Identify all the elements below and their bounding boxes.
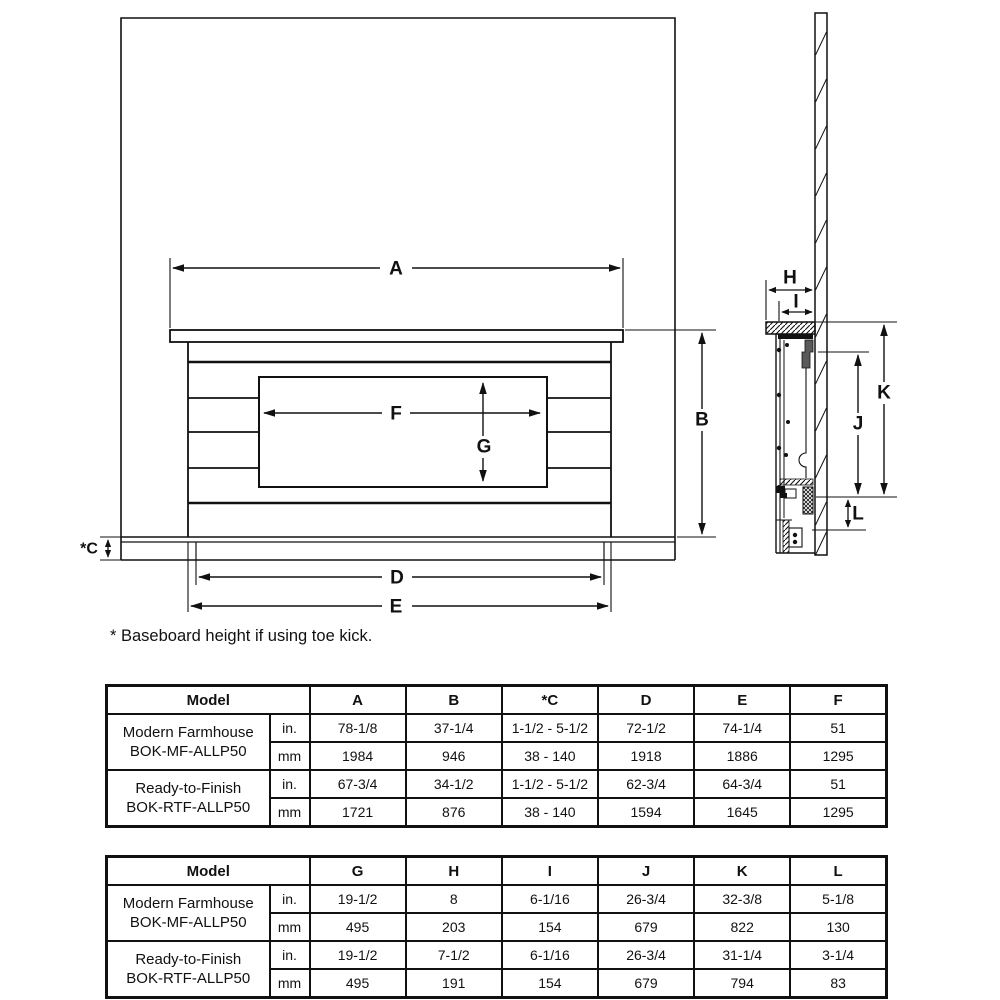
unit-cell: mm [270, 969, 310, 998]
value-cell: 64-3/4 [694, 770, 790, 798]
header-row [107, 857, 887, 886]
top-mount-strip [778, 334, 813, 339]
unit-cell: mm [270, 913, 310, 941]
dimension-table-a-f [105, 684, 888, 828]
value-cell: 1645 [694, 798, 790, 827]
dimension-table-g-l [105, 855, 888, 999]
unit-cell: in. [270, 714, 310, 742]
value-cell: 83 [790, 969, 886, 998]
value-cell: 26-3/4 [598, 885, 694, 913]
model-name-cell [107, 714, 270, 770]
column-header: F [790, 686, 886, 715]
value-cell: 34-1/2 [406, 770, 502, 798]
value-cell: 32-3/8 [694, 885, 790, 913]
dim-label-a: A [389, 258, 403, 280]
value-cell: 130 [790, 913, 886, 941]
unit-cell: in. [270, 770, 310, 798]
column-header: B [406, 686, 502, 715]
value-cell: 67-3/4 [310, 770, 406, 798]
value-cell: 876 [406, 798, 502, 827]
unit-cell: in. [270, 941, 310, 969]
dim-label-j: J [852, 413, 864, 435]
model-name-line1: Modern Farmhouse [122, 724, 254, 741]
value-cell: 19-1/2 [310, 941, 406, 969]
column-header: *C [502, 686, 598, 715]
column-header: D [598, 686, 694, 715]
mantel-shelf [170, 330, 623, 342]
dim-label-d: D [390, 567, 404, 589]
value-cell: 679 [598, 969, 694, 998]
model-name-line2: BOK-RTF-ALLP50 [126, 970, 251, 987]
value-cell: 31-1/4 [694, 941, 790, 969]
model-name-cell [107, 941, 270, 998]
table-row [107, 770, 887, 798]
firebox-front-line [799, 368, 806, 478]
toekick-strip-section [783, 520, 789, 553]
dim-I [779, 292, 812, 322]
column-header: J [598, 857, 694, 886]
table-row [107, 885, 887, 913]
model-name-line1: Ready-to-Finish [135, 780, 242, 797]
insulation-block [803, 487, 813, 514]
front-view [121, 18, 675, 560]
value-cell: 19-1/2 [310, 885, 406, 913]
table-row [107, 941, 887, 969]
model-name-line1: Modern Farmhouse [122, 895, 254, 912]
leveler-bracket [789, 528, 802, 547]
dim-label-b: B [695, 409, 709, 431]
value-cell: 38 - 140 [502, 742, 598, 770]
value-cell: 38 - 140 [502, 798, 598, 827]
value-cell: 1918 [598, 742, 694, 770]
value-cell: 1594 [598, 798, 694, 827]
side-wall-strip [815, 13, 827, 555]
dim-D [196, 560, 604, 589]
value-cell: 1886 [694, 742, 790, 770]
value-cell: 7-1/2 [406, 941, 502, 969]
value-cell: 51 [790, 714, 886, 742]
value-cell: 495 [310, 913, 406, 941]
dim-label-k: K [877, 382, 891, 404]
model-name-cell [107, 885, 270, 941]
column-header: A [310, 686, 406, 715]
value-cell: 495 [310, 969, 406, 998]
value-cell: 72-1/2 [598, 714, 694, 742]
value-cell: 37-1/4 [406, 714, 502, 742]
dim-B [625, 330, 716, 537]
mid-hatch-strip [780, 479, 813, 485]
dim-C [80, 537, 121, 560]
column-header: I [502, 857, 598, 886]
dim-label-e: E [389, 596, 403, 618]
unit-cell: mm [270, 798, 310, 827]
model-name-line2: BOK-RTF-ALLP50 [126, 799, 251, 816]
dim-label-h: H [783, 267, 797, 289]
bottom-bracket-black2 [780, 493, 787, 498]
value-cell: 1721 [310, 798, 406, 827]
value-cell: 1984 [310, 742, 406, 770]
dim-A [170, 257, 623, 328]
value-cell: 3-1/4 [790, 941, 886, 969]
value-cell: 154 [502, 913, 598, 941]
value-cell: 78-1/8 [310, 714, 406, 742]
value-cell: 203 [406, 913, 502, 941]
baseboard-note: * Baseboard height if using toe kick. [110, 627, 373, 645]
model-name-cell [107, 770, 270, 827]
dim-label-f: F [390, 403, 402, 425]
dim-label-i: I [793, 291, 799, 313]
screw-dots [777, 343, 790, 489]
column-header: E [694, 686, 790, 715]
model-column-header: Model [107, 857, 310, 886]
value-cell: 946 [406, 742, 502, 770]
column-header: G [310, 857, 406, 886]
model-name-line2: BOK-MF-ALLP50 [129, 914, 247, 931]
dim-K [816, 322, 897, 497]
value-cell: 74-1/4 [694, 714, 790, 742]
value-cell: 6-1/16 [502, 941, 598, 969]
unit-cell: in. [270, 885, 310, 913]
dim-label-g: G [476, 436, 492, 458]
value-cell: 822 [694, 913, 790, 941]
dim-label-l: L [852, 503, 864, 525]
side-body-section [776, 334, 815, 553]
column-header: L [790, 857, 886, 886]
value-cell: 6-1/16 [502, 885, 598, 913]
value-cell: 1-1/2 - 5-1/2 [502, 770, 598, 798]
model-name-line1: Ready-to-Finish [135, 951, 242, 968]
column-header: H [406, 857, 502, 886]
model-name-line2: BOK-MF-ALLP50 [129, 743, 247, 760]
dim-label-c: *C [80, 540, 98, 558]
side-shelf-section [766, 322, 815, 334]
firebox-opening [259, 377, 547, 487]
value-cell: 1295 [790, 798, 886, 827]
bottom-bracket-black [776, 486, 785, 493]
value-cell: 794 [694, 969, 790, 998]
value-cell: 8 [406, 885, 502, 913]
firebox-bracket [802, 340, 813, 368]
value-cell: 1295 [790, 742, 886, 770]
value-cell: 679 [598, 913, 694, 941]
value-cell: 26-3/4 [598, 941, 694, 969]
column-header: K [694, 857, 790, 886]
value-cell: 1-1/2 - 5-1/2 [502, 714, 598, 742]
unit-cell: mm [270, 742, 310, 770]
model-column-header: Model [107, 686, 310, 715]
table-row [107, 714, 887, 742]
value-cell: 51 [790, 770, 886, 798]
value-cell: 62-3/4 [598, 770, 694, 798]
value-cell: 191 [406, 969, 502, 998]
value-cell: 154 [502, 969, 598, 998]
value-cell: 5-1/8 [790, 885, 886, 913]
header-row [107, 686, 887, 715]
